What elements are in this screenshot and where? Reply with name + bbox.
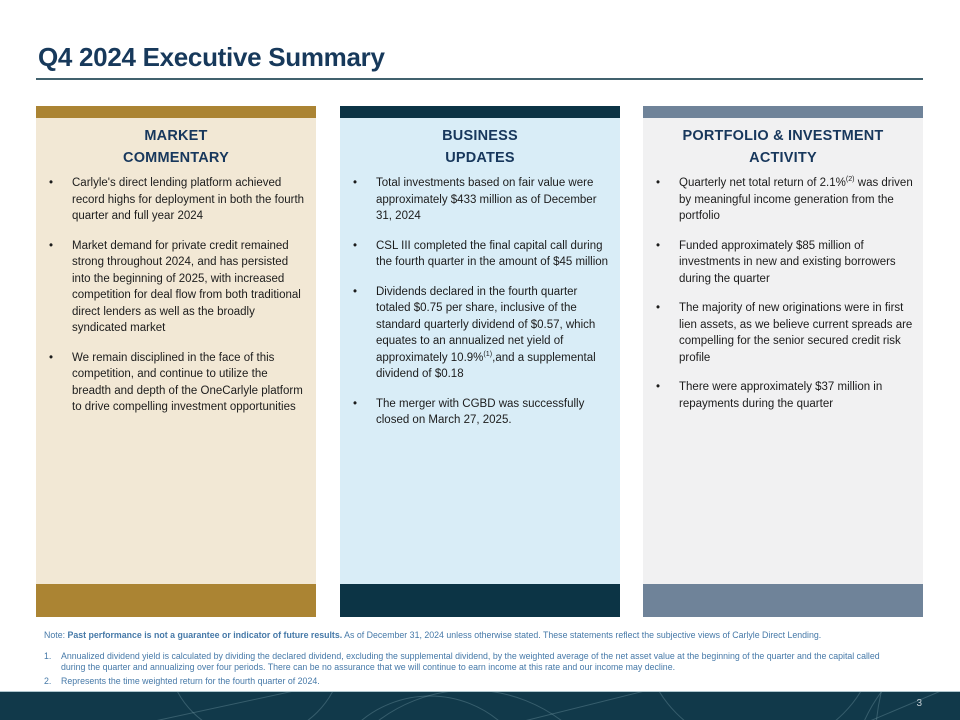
market-bottom-accent-bar [36,584,316,617]
bullet-item [36,238,308,337]
bullet-marker: • [656,239,661,252]
footnote-text: Represents the time weighted return for the fourth quarter of 2024. [61,676,320,686]
bullet-text: The majority of new originations were in first lien assets, as we believe current spreads are compelling for the senior secured credit risk profile [679,302,913,364]
bullet-marker: • [49,351,54,364]
page-number: 3 [916,698,922,709]
footnote-item [44,651,906,673]
bullet-marker: • [656,177,661,189]
bullet-text: Carlyle's direct lending platform achieved record highs for deployment in both the fourth quarter and full year 2024 [72,177,305,222]
market-title-line2: COMMENTARY [123,150,229,166]
footnote-number: 2. [44,676,52,686]
bullet-marker: • [353,285,358,298]
bullet-marker: • [353,239,358,252]
bullet-item [643,175,915,225]
portfolio-column-title [643,125,923,169]
bullet-item [643,379,915,412]
bullet-marker: • [353,397,358,410]
business-bottom-accent-bar [340,584,620,617]
bullet-item [36,175,308,225]
business-panel [340,118,620,584]
footnote-list [44,651,906,687]
footer-notes [44,630,906,690]
business-top-accent-bar [340,106,620,118]
market-column-title [36,125,316,169]
portfolio-panel [643,118,923,584]
bullet-marker: • [49,239,54,252]
note-paragraph [44,630,906,641]
business-title-line1: BUSINESS [442,128,518,144]
bullet-text: Total investments based on fair value were approximately $433 million as of December 31, 2024 [376,177,597,222]
business-title-line2: UPDATES [445,150,515,166]
note-segment: Note: [44,630,68,640]
market-title-line1: MARKET [144,128,208,144]
footer-decoration-arcs [0,692,960,720]
portfolio-top-accent-bar [643,106,923,118]
bullet-text: We remain disciplined in the face of this competition, and continue to utilize the breadth and depth of the OneCarlyle platform to drive compelling investment opportunities [72,351,303,413]
bullet-text: There were approximately $37 million in repayments during the quarter [679,381,883,410]
bullet-text: Quarterly net total return of 2.1%$^{(2)}$ was driven by meaningful income generation from the portfolio [679,175,913,222]
portfolio-title-line1: PORTFOLIO & INVESTMENT [682,128,884,144]
bullet-item [340,238,612,271]
bullet-marker: • [49,177,54,189]
bullet-item [643,300,915,366]
bullet-text: CSL III completed the final capital call during the fourth quarter in the amount of $45 million [376,239,609,268]
bullet-text: The merger with CGBD was successfully closed on March 27, 2025. [376,397,585,426]
bullet-item [340,284,612,383]
page-title: Q4 2024 Executive Summary [38,42,385,72]
footnote-item [44,676,906,687]
portfolio-title-line2: ACTIVITY [749,150,817,166]
business-column-title [340,125,620,169]
footnote-number: 1. [44,651,52,661]
bullet-marker: • [656,302,661,314]
note-segment: Past performance is not a guarantee or indicator of future results. [67,630,343,640]
portfolio-bullet-list [643,175,923,412]
footer-bar [0,691,960,720]
bullet-text: Funded approximately $85 million of investments in new and existing borrowers during the quarter [679,239,896,285]
bullet-item [340,175,612,225]
bullet-text: Dividends declared in the fourth quarter totaled $0.75 per share, inclusive of the standard quarterly dividend of $0.57, which equates to an annualized net yield of approximately 10.9%$^{(1)}$,and a supplemental dividend of $0.18 [376,285,596,380]
bullet-marker: • [656,381,661,393]
bullet-item [643,238,915,288]
market-panel [36,118,316,584]
portfolio-bottom-accent-bar [643,584,923,617]
market-bullet-list [36,175,316,416]
bullet-item [36,350,308,416]
column-market-commentary [36,106,316,617]
market-top-accent-bar [36,106,316,118]
column-business-updates [340,106,620,617]
column-portfolio-investment-activity [643,106,923,617]
title-underline [36,78,923,80]
bullet-item [340,396,612,429]
business-bullet-list [340,175,620,429]
bullet-text: Market demand for private credit remained strong throughout 2024, and has persisted into the beginning of 2025, with increased competition for deal flow from both traditional direct lenders as well as the broadly syndicated market [72,239,301,334]
bullet-marker: • [353,177,358,189]
footnote-text: Annualized dividend yield is calculated by dividing the declared dividend, excluding the supplemental dividend, by the weighted average of the net asset value at the beginning of the quarter and the capital called during the quarter and annualizing over four periods. There can be no assurance that we will continue to earn income at this rate and our income may decline. [61,651,880,672]
note-segment: As of December 31, 2024 unless otherwise stated. These statements reflect the subjective views of Carlyle Direct Lending. [342,630,822,640]
